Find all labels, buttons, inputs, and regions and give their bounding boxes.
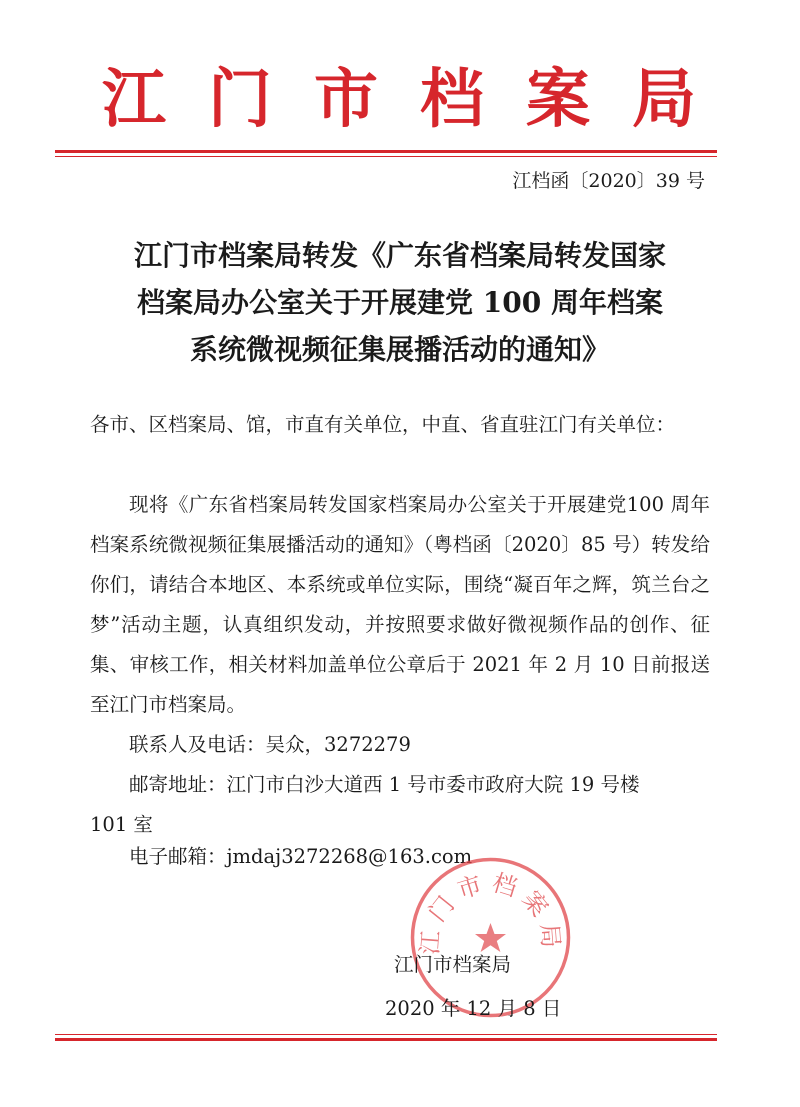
document-number: 江档函〔2020〕39 号: [512, 170, 705, 192]
title-line-3: 系统微视频征集展播活动的通知》: [189, 333, 610, 366]
header-red-rule-thin: [55, 156, 717, 157]
contact-phone: 联系人及电话：吴众，3272279: [129, 733, 411, 756]
title-line-2: 档案局办公室关于开展建党 100 周年档案: [137, 286, 663, 319]
issue-date: 2020 年 12 月 8 日: [385, 997, 562, 1020]
issuing-authority-header: 江门市档案局: [102, 63, 738, 137]
title-line-1: 江门市档案局转发《广东省档案局转发国家: [133, 239, 666, 272]
seal-text: 江门市档案局: [415, 868, 566, 956]
mailing-address-continued: 101 室: [90, 813, 153, 836]
document-title: [90, 232, 710, 373]
header-red-rule-thick: [55, 150, 717, 153]
footer-red-rule-thick: [55, 1038, 717, 1041]
footer-red-rule-thin: [55, 1034, 717, 1035]
contact-email: 电子邮箱：jmdaj3272268@163.com: [129, 845, 473, 868]
signature-issuer: 江门市档案局: [394, 953, 512, 976]
contact-block: [90, 725, 710, 845]
recipient-line: 各市、区档案局、馆，市直有关单位，中直、省直驻江门有关单位：: [90, 413, 676, 436]
main-paragraph: 现将《广东省档案局转发国家档案局办公室关于开展建党100 周年档案系统微视频征集展播活动的通知》（粤档函〔2020〕85 号）转发给你们，请结合本地区、本系统或单位实际，围绕“凝百年之辉，筑兰台之梦”活动主题，认真组织发动，并按照要求做好微视频作品的创作、征集、审核工作，相关材料加盖单位公章后于 2021 年 2 月 10 日前报送至江门市档案局。: [90, 493, 710, 716]
mailing-address: 邮寄地址：江门市白沙大道西 1 号市委市政府大院 19 号楼: [129, 773, 640, 796]
